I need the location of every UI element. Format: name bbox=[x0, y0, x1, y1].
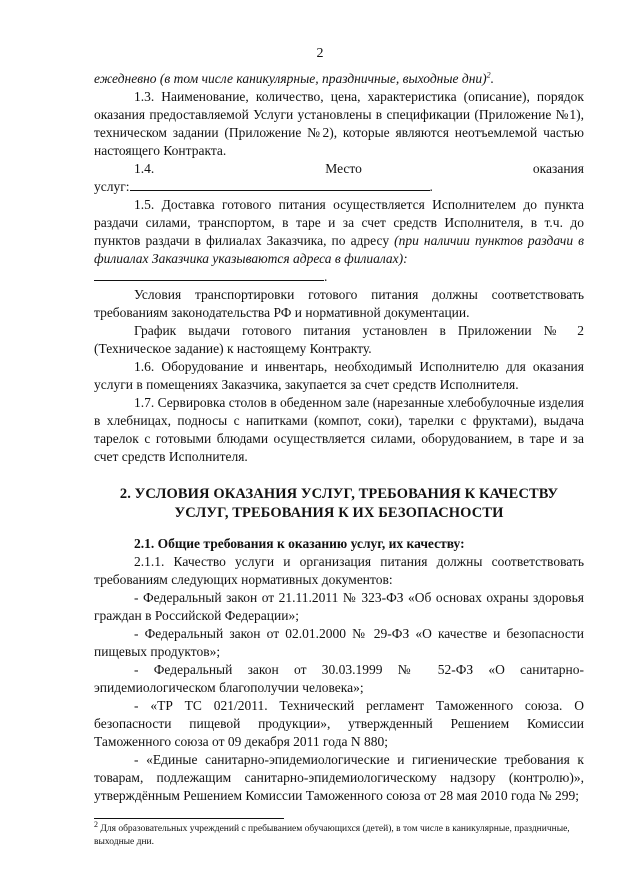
section-2-heading-line1: 2. УСЛОВИЯ ОКАЗАНИЯ УСЛУГ, ТРЕБОВАНИЯ К КАЧЕСТВУ bbox=[119, 486, 559, 502]
list-item-tr-ts-021: - «ТР ТС 021/2011. Технический регламент Таможенного союза. О безопасности пищевой продукции», утвержденный Решением Комиссии Таможенного союза от 09 декабря 2011 года N 880; bbox=[94, 698, 584, 749]
clause-2-1-1: 2.1.1. Качество услуги и организация питания должны соответствовать требованиям следующих нормативных документов: bbox=[94, 554, 584, 587]
section-2-heading bbox=[94, 485, 584, 523]
clause-1-4-tail: оказания bbox=[532, 161, 584, 176]
footnote-ref: 2 bbox=[486, 70, 491, 80]
clause-1-7: 1.7. Сервировка столов в обеденном зале (нарезанные хлебобулочные изделия в хлебницах, подносы с напитками (компот, соки), тарелки с фруктами), выдача тарелок с готовыми блюдами осуществляется силами, оборудованием, в таре и за счет средств Исполнителя. bbox=[94, 395, 584, 464]
clause-1-4-line2: услуг: . bbox=[94, 179, 433, 194]
list-item-law-323: - Федеральный закон от 21.11.2011 № 323-ФЗ «Об основах охраны здоровья граждан в Российской Федерации»; bbox=[94, 590, 584, 623]
footnote-number: 2 bbox=[94, 819, 98, 829]
page-number: 2 bbox=[316, 46, 324, 61]
clause-1-5-text: 1.5. Доставка готового питания осуществляется Исполнителем до пункта раздачи силами, транспортом, в таре и за счет средств Исполнителя, в т.ч. до пунктов раздачи в филиалах Заказчика, по адресу bbox=[94, 197, 584, 248]
document-body bbox=[94, 70, 584, 805]
subsection-2-1: 2.1. Общие требования к оказанию услуг, их качеству: bbox=[134, 536, 465, 551]
list-item-unified-requirements: - «Единые санитарно-эпидемиологические и гигиенические требования к товарам, подлежащим санитарно-эпидемиологическому надзору (контролю)», утверждённым Решением Комиссии Таможенного союза от 28 мая 2010 года № 299; bbox=[94, 752, 584, 803]
clause-1-3: 1.3. Наименование, количество, цена, характеристика (описание), порядок оказания предоставляемой Услуги установлены в спецификации (Приложение №1), техническом задании (Приложение №2), которые являются неотъемлемой частью настоящего Контракта. bbox=[94, 89, 584, 158]
address-blank bbox=[130, 178, 430, 191]
clause-1-4-word: Место bbox=[325, 161, 362, 176]
top-line: ежедневно (в том числе каникулярные, праздничные, выходные дни)$^2$. bbox=[94, 70, 495, 86]
clause-1-5-blank-line: . bbox=[94, 268, 584, 286]
clause-1-4-second: услуг: bbox=[94, 179, 130, 194]
list-item-law-52: - Федеральный закон от 30.03.1999 № 52-ФЗ «О санитарно-эпидемиологическом благополучии человека»; bbox=[94, 662, 584, 695]
section-2-heading-line2: УСЛУГ, ТРЕБОВАНИЯ К ИХ БЕЗОПАСНОСТИ bbox=[174, 505, 504, 521]
footnote-text: Для образовательных учреждений с пребыванием обучающихся (детей), в том числе в каникулярные, праздничные, выходные дни. bbox=[94, 824, 570, 847]
top-line-text: ежедневно (в том числе каникулярные, праздничные, выходные дни) bbox=[94, 71, 487, 86]
branch-address-blank bbox=[94, 268, 324, 281]
clause-1-6: 1.6. Оборудование и инвентарь, необходимый Исполнителю для оказания услуги в помещениях Заказчика, закупается за счет средств Исполнителя. bbox=[94, 359, 584, 392]
transport-conditions: Условия транспортировки готового питания должны соответствовать требованиям законодательства РФ и нормативной документации. bbox=[94, 287, 584, 320]
clause-1-5 bbox=[94, 196, 584, 268]
footnote-divider bbox=[94, 818, 284, 819]
list-item-law-29: - Федеральный закон от 02.01.2000 № 29-ФЗ «О качестве и безопасности пищевых продуктов»; bbox=[94, 626, 584, 659]
schedule: График выдачи готового питания установлен в Приложении № 2 (Техническое задание) к настоящему Контракту. bbox=[94, 323, 584, 356]
clause-1-4-num: 1.4. bbox=[134, 161, 155, 176]
clause-1-4 bbox=[94, 160, 584, 178]
footnote bbox=[94, 819, 584, 849]
clause-1-5-italic: (при наличии пунктов раздачи в филиалах Заказчика указываются адреса в филиалах): bbox=[94, 233, 585, 266]
